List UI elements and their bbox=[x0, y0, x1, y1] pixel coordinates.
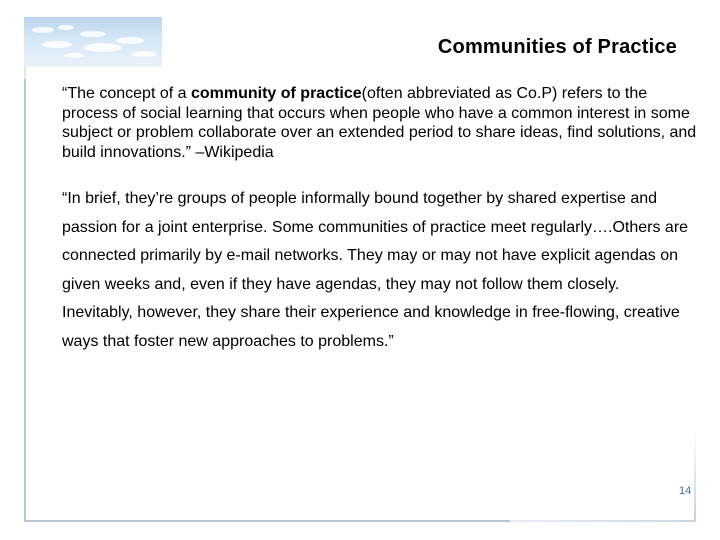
brief-quote: “In brief, they’re groups of people informally bound together by shared expertise and passion for a joint enterprise. Some communities of practice meet regularly….Others are connected primarily by e-mail networks. They may or may not have explicit agendas on given weeks and, even if they have agendas, they may not follow them closely. Inevitably, however, they share their experience and knowledge in free-flowing, creative ways that foster new approaches to problems.” bbox=[62, 190, 689, 350]
quote-bold-term: community of practice bbox=[190, 85, 362, 102]
cloud-shape bbox=[116, 37, 144, 44]
quote-rest-text: (often abbreviated as Co.P) refers to the process of social learning that occurs when people who have a common interest in some subject or problem collaborate over an extended period to share ideas, find solutions, and build innovations.” –Wikipedia bbox=[62, 85, 697, 161]
cloud-shape bbox=[64, 53, 84, 58]
cloud-shape bbox=[132, 51, 156, 57]
cloud-shape bbox=[42, 41, 72, 48]
slide-title: Communities of Practice bbox=[437, 36, 677, 58]
cloud-shape bbox=[58, 25, 74, 30]
quote-lead-text: “The concept of a bbox=[62, 85, 191, 102]
cloud-shape bbox=[32, 27, 54, 33]
sky-header-image bbox=[24, 17, 162, 67]
wikipedia-quote bbox=[62, 84, 702, 162]
cloud-shape bbox=[80, 31, 106, 37]
left-divider-line bbox=[24, 67, 26, 522]
bottom-divider-fade bbox=[510, 520, 696, 522]
cloud-shape bbox=[84, 43, 122, 52]
left-divider-fade bbox=[24, 67, 26, 79]
right-divider-line bbox=[694, 430, 696, 522]
page-number: 14 bbox=[679, 485, 692, 497]
